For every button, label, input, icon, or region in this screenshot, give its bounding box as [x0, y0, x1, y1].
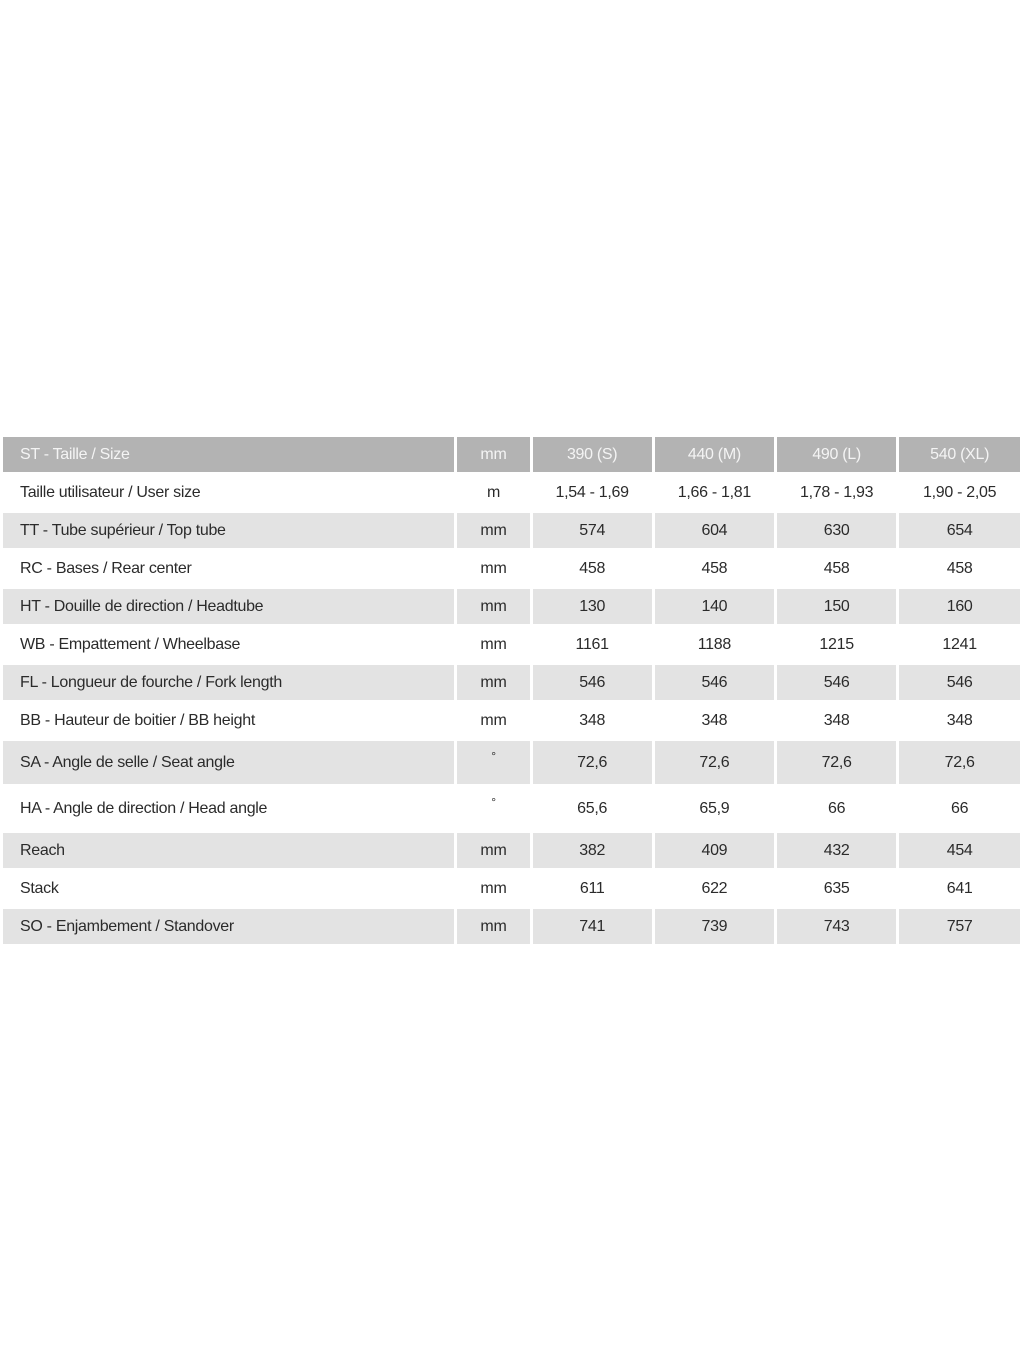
table-row	[3, 870, 1020, 908]
row-value-s: 458	[531, 550, 653, 588]
row-unit: mm	[456, 870, 531, 908]
row-value-s: 1161	[531, 626, 653, 664]
row-value-m: 1188	[653, 626, 775, 664]
row-value-s: 611	[531, 870, 653, 908]
row-unit: mm	[456, 832, 531, 870]
row-value-s: 546	[531, 664, 653, 702]
row-unit: mm	[456, 512, 531, 550]
geometry-table	[3, 437, 1020, 947]
table-row	[3, 786, 1020, 832]
row-value-m: 72,6	[653, 740, 775, 786]
header-size-l: 490 (L)	[776, 437, 898, 474]
row-value-m: 409	[653, 832, 775, 870]
header-size-xl: 540 (XL)	[898, 437, 1020, 474]
header-size-s: 390 (S)	[531, 437, 653, 474]
row-value-xl: 1,90 - 2,05	[898, 474, 1020, 512]
row-value-xl: 454	[898, 832, 1020, 870]
table-row	[3, 474, 1020, 512]
row-value-s: 65,6	[531, 786, 653, 832]
table-row	[3, 664, 1020, 702]
header-unit-cell: mm	[456, 437, 531, 474]
row-unit: mm	[456, 626, 531, 664]
row-label: BB - Hauteur de boitier / BB height	[3, 702, 456, 740]
row-value-s: 382	[531, 832, 653, 870]
row-value-xl: 458	[898, 550, 1020, 588]
table-row	[3, 588, 1020, 626]
row-unit: mm	[456, 664, 531, 702]
row-unit: mm	[456, 702, 531, 740]
header-size-m: 440 (M)	[653, 437, 775, 474]
row-unit: mm	[456, 550, 531, 588]
table-row	[3, 550, 1020, 588]
row-value-m: 348	[653, 702, 775, 740]
table-row	[3, 626, 1020, 664]
row-value-xl: 348	[898, 702, 1020, 740]
row-value-xl: 546	[898, 664, 1020, 702]
row-value-m: 622	[653, 870, 775, 908]
row-value-s: 1,54 - 1,69	[531, 474, 653, 512]
table-row	[3, 740, 1020, 786]
row-label: Reach	[3, 832, 456, 870]
table-row	[3, 832, 1020, 870]
row-value-l: 1215	[776, 626, 898, 664]
row-label: HA - Angle de direction / Head angle	[3, 786, 456, 832]
table-row	[3, 512, 1020, 550]
row-value-m: 140	[653, 588, 775, 626]
row-label: RC - Bases / Rear center	[3, 550, 456, 588]
row-label: TT - Tube supérieur / Top tube	[3, 512, 456, 550]
row-unit: °	[456, 786, 531, 832]
row-value-xl: 160	[898, 588, 1020, 626]
row-value-l: 743	[776, 908, 898, 946]
row-label: Stack	[3, 870, 456, 908]
row-value-l: 150	[776, 588, 898, 626]
row-value-s: 72,6	[531, 740, 653, 786]
row-unit: mm	[456, 588, 531, 626]
table-row	[3, 702, 1020, 740]
row-value-xl: 654	[898, 512, 1020, 550]
row-value-s: 130	[531, 588, 653, 626]
row-value-l: 66	[776, 786, 898, 832]
row-value-xl: 757	[898, 908, 1020, 946]
row-value-m: 604	[653, 512, 775, 550]
row-value-m: 65,9	[653, 786, 775, 832]
row-label: WB - Empattement / Wheelbase	[3, 626, 456, 664]
row-value-s: 574	[531, 512, 653, 550]
header-row	[3, 437, 1020, 474]
row-label: SA - Angle de selle / Seat angle	[3, 740, 456, 786]
row-value-l: 348	[776, 702, 898, 740]
row-unit: °	[456, 740, 531, 786]
header-label-cell: ST - Taille / Size	[3, 437, 456, 474]
row-value-s: 348	[531, 702, 653, 740]
row-value-m: 1,66 - 1,81	[653, 474, 775, 512]
row-value-l: 635	[776, 870, 898, 908]
row-value-m: 739	[653, 908, 775, 946]
row-value-m: 546	[653, 664, 775, 702]
row-label: SO - Enjambement / Standover	[3, 908, 456, 946]
row-value-s: 741	[531, 908, 653, 946]
row-value-xl: 1241	[898, 626, 1020, 664]
geometry-table-body	[3, 474, 1020, 946]
row-label: FL - Longueur de fourche / Fork length	[3, 664, 456, 702]
row-value-l: 1,78 - 1,93	[776, 474, 898, 512]
row-value-l: 630	[776, 512, 898, 550]
geometry-table-header	[3, 437, 1020, 474]
row-value-l: 432	[776, 832, 898, 870]
row-value-m: 458	[653, 550, 775, 588]
row-unit: mm	[456, 908, 531, 946]
row-value-l: 546	[776, 664, 898, 702]
row-value-xl: 641	[898, 870, 1020, 908]
table-row	[3, 908, 1020, 946]
row-value-l: 72,6	[776, 740, 898, 786]
row-unit: m	[456, 474, 531, 512]
row-label: HT - Douille de direction / Headtube	[3, 588, 456, 626]
row-label: Taille utilisateur / User size	[3, 474, 456, 512]
row-value-l: 458	[776, 550, 898, 588]
row-value-xl: 66	[898, 786, 1020, 832]
row-value-xl: 72,6	[898, 740, 1020, 786]
